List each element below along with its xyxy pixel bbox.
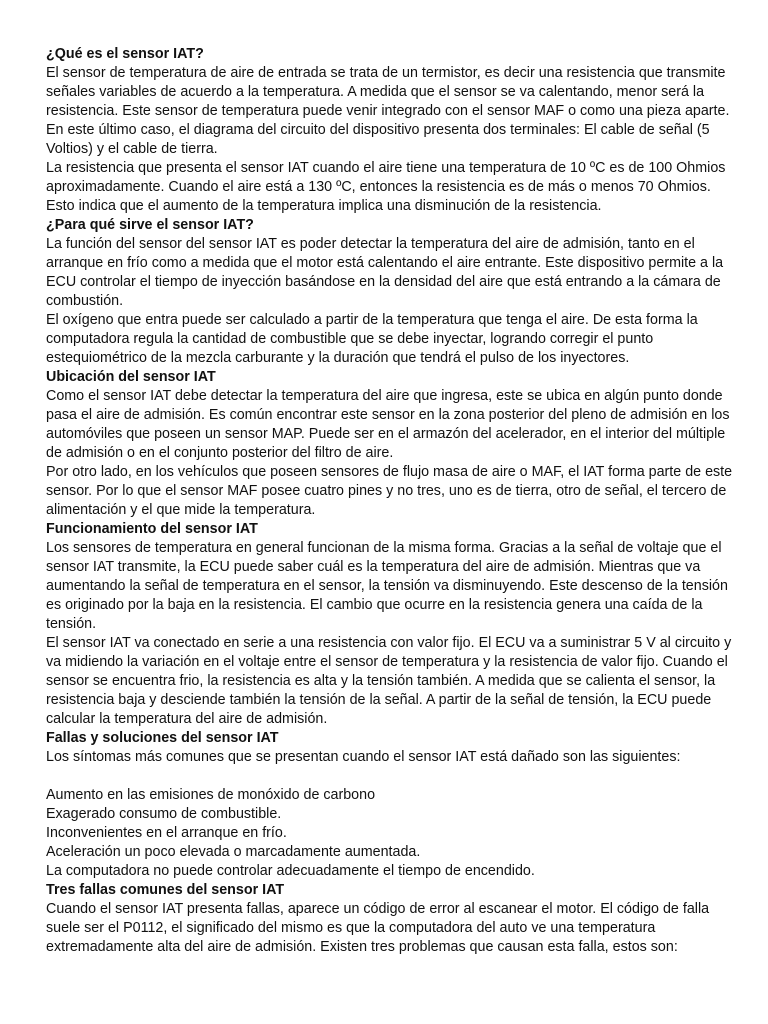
section-fallas xyxy=(46,729,736,881)
paragraph: El oxígeno que entra puede ser calculado a partir de la temperatura que tenga el aire. De esta forma la computadora regula la cantidad de combustible que se debe inyectar, logrando corregir el punto estequiométrico de la mezcla carburante y la duración que tendrá el pulso de los inyectores. xyxy=(46,312,698,366)
section-tres-fallas xyxy=(46,881,736,957)
blank-line xyxy=(46,767,736,786)
section-ubicacion xyxy=(46,368,736,520)
section-heading: Ubicación del sensor IAT xyxy=(46,369,216,385)
paragraph: La resistencia que presenta el sensor IAT cuando el aire tiene una temperatura de 10 ºC es de 100 Ohmios aproximadamente. Cuando el aire está a 130 ºC, entonces la resistencia es de más o menos 70 Ohmios. Esto indica que el aumento de la temperatura implica una disminución de la resistencia. xyxy=(46,160,726,214)
section-heading: ¿Qué es el sensor IAT? xyxy=(46,46,204,62)
symptom-item: La computadora no puede controlar adecuadamente el tiempo de encendido. xyxy=(46,863,535,879)
symptom-item: Exagerado consumo de combustible. xyxy=(46,806,282,822)
paragraph: Los sensores de temperatura en general funcionan de la misma forma. Gracias a la señal de voltaje que el sensor IAT transmite, la ECU puede saber cuál es la temperatura del aire de admisión. Mientras que va aumentando la señal de temperatura en el sensor, la tensión va disminuyendo. Este descenso de la tensión es originado por la baja en la resistencia. El cambio que ocurre en la resistencia genera una caída de la tensión. xyxy=(46,540,728,632)
paragraph: El sensor de temperatura de aire de entrada se trata de un termistor, es decir una resistencia que transmite señales variables de acuerdo a la temperatura. A medida que el sensor se va calentando, menor será la resistencia. Este sensor de temperatura puede venir integrado con el sensor MAF o como una pieza aparte. En este último caso, el diagrama del circuito del dispositivo presenta dos terminales: El cable de señal (5 Voltios) y el cable de tierra. xyxy=(46,65,730,157)
section-heading: Tres fallas comunes del sensor IAT xyxy=(46,882,285,898)
symptom-item: Inconvenientes en el arranque en frío. xyxy=(46,825,287,841)
section-funcionamiento xyxy=(46,520,736,729)
symptom-item: Aumento en las emisiones de monóxido de carbono xyxy=(46,787,376,803)
paragraph: La función del sensor del sensor IAT es poder detectar la temperatura del aire de admisión, tanto en el arranque en frío como a medida que el motor está calentando el aire entrante. Este dispositivo permite a la ECU controlar el tiempo de inyección basándose en la densidad del aire que está entrando a la cámara de combustión. xyxy=(46,236,724,309)
section-que-es xyxy=(46,45,736,216)
symptom-item: Aceleración un poco elevada o marcadamente aumentada. xyxy=(46,844,421,860)
section-heading: ¿Para qué sirve el sensor IAT? xyxy=(46,217,254,233)
section-para-que-sirve xyxy=(46,216,736,368)
paragraph: El sensor IAT va conectado en serie a una resistencia con valor fijo. El ECU va a suministrar 5 V al circuito y va midiendo la variación en el voltaje entre el sensor de temperatura y la resistencia de valor fijo. Cuando el sensor se encuentra frio, la resistencia es alta y la tensión también. A medida que se calienta el sensor, la resistencia baja y desciende también la tensión de la señal. A partir de la señal de tensión, la ECU puede calcular la temperatura del aire de admisión. xyxy=(46,635,732,727)
paragraph: Los síntomas más comunes que se presentan cuando el sensor IAT está dañado son las siguientes: xyxy=(46,749,681,765)
section-heading: Funcionamiento del sensor IAT xyxy=(46,521,258,537)
section-heading: Fallas y soluciones del sensor IAT xyxy=(46,730,279,746)
document-page xyxy=(46,45,736,957)
paragraph: Cuando el sensor IAT presenta fallas, aparece un código de error al escanear el motor. El código de falla suele ser el P0112, el significado del mismo es que la computadora del auto ve una temperatura extremadamente alta del aire de admisión. Existen tres problemas que causan esta falla, estos son: xyxy=(46,901,710,955)
symptom-list xyxy=(46,786,736,881)
paragraph: Como el sensor IAT debe detectar la temperatura del aire que ingresa, este se ubica en algún punto donde pasa el aire de admisión. Es común encontrar este sensor en la zona posterior del pleno de admisión en los automóviles que poseen un sensor MAP. Puede ser en el armazón del acelerador, en el interior del múltiple de admisión o en el conjunto posterior del filtro de aire. xyxy=(46,388,730,461)
paragraph: Por otro lado, en los vehículos que poseen sensores de flujo masa de aire o MAF, el IAT forma parte de este sensor. Por lo que el sensor MAF posee cuatro pines y no tres, uno es de tierra, otro de señal, el tercero de alimentación y el que mide la temperatura. xyxy=(46,464,733,518)
